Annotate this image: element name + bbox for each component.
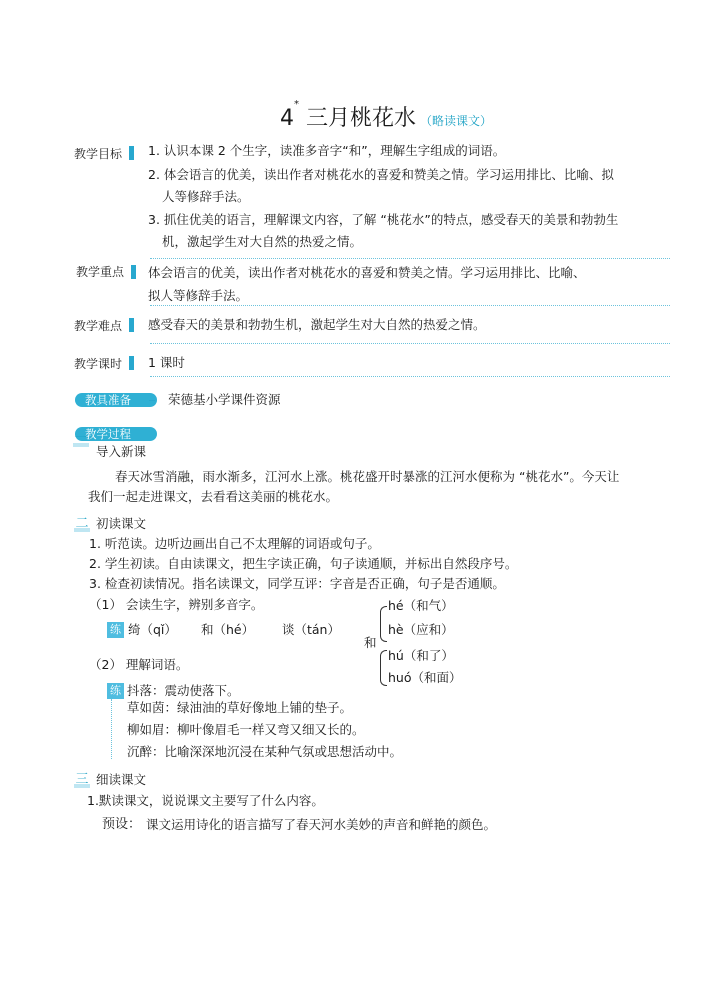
section-1-para-2: 我们一起走进课文，去看看这美丽的桃花水。: [88, 489, 339, 504]
key-points-line-2: 拟人等修辞手法。: [148, 288, 249, 303]
preset-label: 预设：: [102, 817, 142, 832]
reading-2: hè（应和）: [388, 622, 454, 637]
lesson-title: [280, 101, 492, 132]
brace-top: [380, 606, 387, 642]
goal-line-3: 人等修辞手法。: [162, 189, 250, 204]
preset-text: 课文运用诗化的语言描写了春天河水美妙的声音和鲜艳的颜色。: [146, 817, 497, 832]
hours-label-bar: [129, 356, 134, 370]
char-2: 和（hé）: [201, 622, 255, 637]
lesson-name: 三月桃花水: [306, 106, 417, 131]
section-2-item-2: 2. 学生初读。自由读课文，把生字读正确，句子读通顺，并标出自然段序号。: [89, 556, 518, 571]
sub-item-2: （2） 理解词语。: [89, 657, 189, 672]
section-2-item-3: 3. 检查初读情况。指名读课文，同学互评：字音是否正确，句子是否通顺。: [89, 576, 505, 591]
goal-line-4: 3. 抓住优美的语言，理解课文内容，了解 “桃花水”的特点，感受春天的美景和勃勃生: [148, 212, 619, 227]
brace-bottom: [380, 650, 387, 686]
char-3: 谈（tán）: [282, 622, 340, 637]
word-2: 草如茵：绿油油的草好像地上铺的垫子。: [127, 700, 353, 715]
key-points-label: 教学重点: [76, 265, 125, 279]
hours-text: 1 课时: [148, 355, 185, 370]
goal-line-1: 1. 认识本课 2 个生字，读准多音字“和”，理解生字组成的词语。: [148, 143, 506, 158]
goal-line-2: 2. 体会语言的优美，读出作者对桃花水的喜爱和赞美之情。学习运用排比、比喻、拟: [148, 167, 614, 182]
reading-4: huó（和面）: [388, 670, 462, 685]
goals-label: 教学目标: [74, 147, 123, 161]
word-1: 抖落：震动使落下。: [127, 683, 240, 698]
prep-connector: [149, 400, 155, 401]
difficult-label-bar: [129, 318, 134, 332]
goals-label-bar: [129, 146, 134, 160]
divider: [150, 305, 670, 306]
section-1-para-1: 春天冰雪消融，雨水渐多，江河水上涨。桃花盛开时暴涨的江河水便称为 “桃花水”。今天让: [115, 469, 620, 484]
key-points-label-bar: [131, 265, 136, 279]
practice-badge: 练: [107, 683, 124, 699]
process-label: 教学过程: [75, 427, 157, 441]
section-2-title: 初读课文: [96, 516, 147, 531]
word-3: 柳如眉：柳叶像眉毛一样又弯又细又长的。: [127, 722, 365, 737]
divider: [150, 343, 670, 344]
section-3-title: 细读课文: [96, 772, 147, 787]
divider: [150, 258, 670, 259]
char-1: 绮（qǐ）: [128, 622, 177, 637]
section-number-2: 二: [75, 516, 89, 531]
section-3-item-1: 1.默读课文，说说课文主要写了什么内容。: [87, 793, 324, 808]
reading-3: hú（和了）: [388, 648, 454, 663]
reading-1: hé（和气）: [388, 598, 454, 613]
prep-label: 教具准备: [75, 393, 157, 407]
goal-line-5: 机，激起学生对大自然的热爱之情。: [162, 234, 363, 249]
lesson-number: 4: [280, 106, 294, 131]
lesson-type: （略读课文）: [420, 114, 493, 128]
word-4: 沉醉：比喻深深地沉浸在某种气氛或思想活动中。: [127, 744, 403, 759]
section-1-title: 导入新课: [96, 444, 147, 459]
divider: [150, 376, 670, 377]
section-2-item-1: 1. 听范读。边听边画出自己不太理解的词语或句子。: [89, 536, 380, 551]
sub-item-1: （1） 会读生字，辨别多音字。: [89, 597, 264, 612]
hours-label: 教学课时: [74, 357, 123, 371]
polyphone-char: 和: [364, 635, 377, 650]
difficult-text: 感受春天的美景和勃勃生机，激起学生对大自然的热爱之情。: [148, 317, 486, 332]
difficult-label: 教学难点: [74, 319, 123, 333]
practice-line: [111, 699, 112, 759]
practice-badge: 练: [107, 622, 124, 638]
section-number-1: 一: [74, 431, 88, 446]
optional-mark: *: [294, 99, 299, 110]
prep-text: 荣德基小学课件资源: [168, 392, 281, 407]
key-points-line-1: 体会语言的优美，读出作者对桃花水的喜爱和赞美之情。学习运用排比、比喻、: [148, 265, 586, 280]
section-number-3: 三: [75, 772, 89, 787]
